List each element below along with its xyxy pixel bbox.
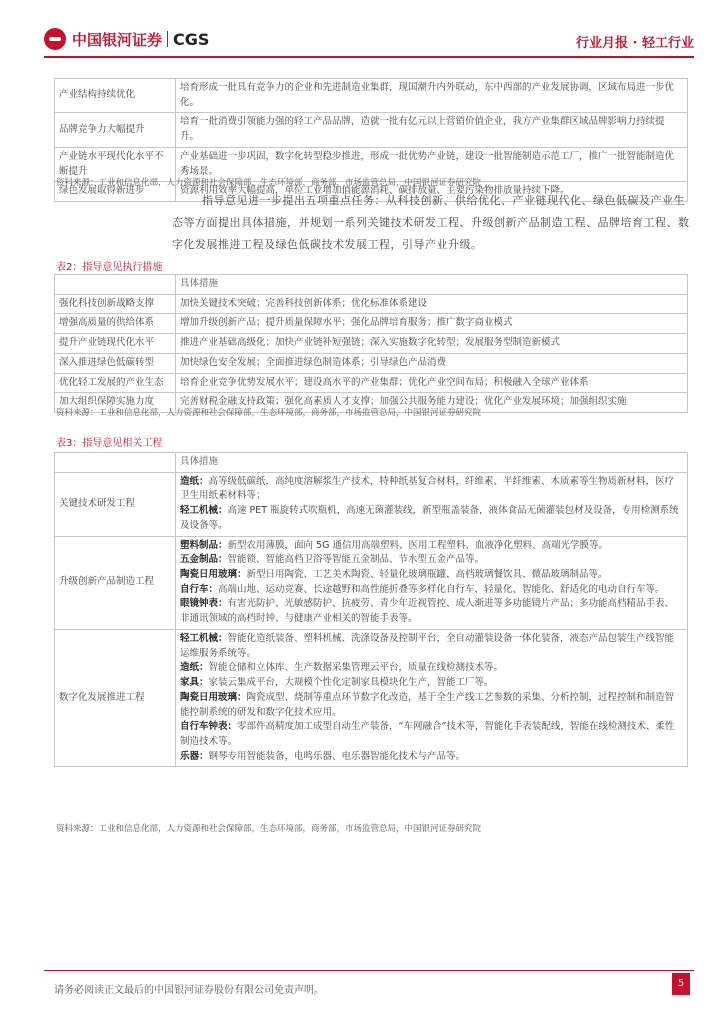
table-row xyxy=(55,334,688,354)
row-label: 深入推进绿色低碳转型 xyxy=(55,353,176,373)
row-label: 加大组织保障实施力度 xyxy=(55,393,176,413)
table-row xyxy=(55,472,688,536)
table-1-source: 资料来源：工业和信息化部，人力资源和社会保障部，生态环境部，商务部，市场监管总局，中国银河证券研究院 xyxy=(56,178,482,188)
measure-text: 零部件高精度加工成型自动生产装备，“车网融合”技术等，智能化手表装配线，智能在线检测技术、柔性制造技术等。 xyxy=(180,721,675,747)
table-3-header: 具体措施 xyxy=(176,453,688,473)
row-content: 加快关键技术突破；完善科技创新体系；优化标准体系建设 xyxy=(176,294,688,314)
measure-keyword: 塑料制品： xyxy=(180,539,228,551)
row-label: 产业结构持续优化 xyxy=(55,79,176,113)
row-label: 品牌竞争力大幅提升 xyxy=(55,113,176,147)
table-2-source: 资料来源：工业和信息化部，人力资源和社会保障部，生态环境部，商务部，市场监管总局，中国银河证券研究院 xyxy=(56,408,482,418)
row-label: 升级创新产品制造工程 xyxy=(55,536,176,629)
measure-text: 新型农用薄膜，面向 5G 通信用高端塑料、医用工程塑料、血液净化塑料、高端光学膜等。 xyxy=(227,539,608,551)
logo-cn-text: 中国银河证券 xyxy=(72,30,163,49)
measure-text: 智能化造纸装备、塑料机械、洗涤设备及控制平台，全自动灌装设备一体化装备，液态产品包装生产线智能运维服务系统等。 xyxy=(180,632,675,659)
table-3-source: 资料来源：工业和信息化部，人力资源和社会保障部，生态环境部，商务部，市场监管总局，中国银河证券研究院 xyxy=(56,824,482,834)
row-label: 绿色发展取得新进步 xyxy=(55,182,176,202)
table-3-header-row xyxy=(55,453,688,473)
measure-text: 陶瓷成型、烧制等重点环节数字化改造，基于全生产线工艺参数的采集、分析控制，过程控制和制造智能控制系统的研发和数字化技术应用。 xyxy=(180,691,675,718)
measure-text: 智能锁、智能高档卫浴等智能五金制品、节水型五金产品等。 xyxy=(227,554,485,566)
measure-item xyxy=(180,475,683,504)
header-rule xyxy=(44,56,694,58)
page-header xyxy=(0,0,724,64)
row-content: 增加升级创新产品；提升质量保障水平；强化品牌培育服务；推广数字商业模式 xyxy=(176,314,688,334)
table-3-caption: 表3：指导意见相关工程 xyxy=(56,438,163,449)
measure-item xyxy=(180,720,683,749)
body-paragraph: 指导意见进一步提出五项重点任务：从科技创新、供给优化、产业链现代化、绿色低碳及产业生态等方面提出具体措施，并规划一系列关键技术研发工程、升级创新产品制造工程、品牌培育工程、数字化发展推进工程及绿色低碳技术发展工程，引导产业升级。 xyxy=(172,194,690,251)
measure-item xyxy=(180,504,683,533)
measure-keyword: 眼镜钟表： xyxy=(180,598,228,610)
measure-item xyxy=(180,539,683,554)
measure-item xyxy=(180,597,683,626)
table-row xyxy=(55,113,688,147)
page-number: 5 xyxy=(672,973,690,995)
footer-disclaimer: 请务必阅读正文最后的中国银河证券股份有限公司免责声明。 xyxy=(54,985,324,996)
cgs-logo xyxy=(44,28,209,50)
row-label: 提升产业链现代化水平 xyxy=(55,334,176,354)
logo-en-text: CGS xyxy=(173,29,210,49)
row-content xyxy=(176,629,688,766)
row-content: 完善财税金融支持政策；强化高素质人才支撑；加强公共服务能力建设；优化产业发展环境；加强组织实施 xyxy=(176,393,688,413)
measure-keyword: 乐器： xyxy=(180,750,209,762)
measure-item xyxy=(180,553,683,568)
row-content xyxy=(176,472,688,536)
measure-keyword: 自行车： xyxy=(180,583,219,595)
table-row xyxy=(55,314,688,334)
measure-keyword: 自行车钟表： xyxy=(180,721,238,733)
page-footer xyxy=(44,970,694,999)
table-row xyxy=(55,353,688,373)
table-2-header-blank xyxy=(55,275,176,295)
measure-text: 家装云集成平台，大规模个性化定制家具模块化生产，智能工厂等。 xyxy=(208,677,494,689)
measure-item xyxy=(180,568,683,583)
measure-item xyxy=(180,676,683,691)
row-content: 培育形成一批具有竞争力的企业和先进制造业集群，现国潮升内外联动，东中西部的产业发展协调，区域布局进一步优化。 xyxy=(176,79,688,113)
table-3-header-blank xyxy=(55,453,176,473)
measure-item xyxy=(180,691,683,720)
row-label: 强化科技创新战略支撑 xyxy=(55,294,176,314)
row-content: 培育一批消费引领能力强的轻工产品品牌，造就一批有亿元以上营销价值企业，我方产业集群区域品牌影响力持续提升。 xyxy=(176,113,688,147)
measure-keyword: 五金制品： xyxy=(180,554,228,566)
row-content: 培育企业竞争优势发展水平；建设高水平的产业集群；优化产业空间布局；积极融入全球产业体系 xyxy=(176,373,688,393)
report-type: 行业月报 · 轻工行业 xyxy=(576,36,694,51)
measure-keyword: 陶瓷日用玻璃： xyxy=(180,691,247,703)
measure-text: 高速 PET 瓶旋转式吹瓶机，高速无菌灌装线，新型瓶盖装备，液体食品无菌灌装包材及设备，专用检测系统及设备等。 xyxy=(180,505,679,531)
table-2-header: 具体措施 xyxy=(176,275,688,295)
table-row xyxy=(55,629,688,766)
row-label: 优化轻工发展的产业生态 xyxy=(55,373,176,393)
row-content: 资源利用效率大幅提高，单位工业增加值能源消耗、碳排放量、主要污染物排放量持续下降。 xyxy=(176,182,688,202)
table-row xyxy=(55,536,688,629)
measure-keyword: 陶瓷日用玻璃： xyxy=(180,569,247,581)
measure-text: 高等级低碳纸，高纯度溶解浆生产技术，特种纸基复合材料，纤维素、半纤维素、木质素等生物质新材料，医疗卫生用纸素材料等； xyxy=(180,475,675,502)
logo-divider xyxy=(167,31,168,47)
cgs-logo-icon xyxy=(44,28,66,50)
measure-item xyxy=(180,750,683,765)
row-label: 数字化发展推进工程 xyxy=(55,629,176,766)
measure-item xyxy=(180,583,683,598)
row-content: 加快绿色安全发展；全面推进绿色制造体系；引导绿色产品消费 xyxy=(176,353,688,373)
row-label: 增强高质量的供给体系 xyxy=(55,314,176,334)
table-row xyxy=(55,79,688,113)
measure-text: 新型日用陶瓷、工艺美术陶瓷、轻量化玻璃瓶罐、高档玻璃餐饮具、微晶玻璃制品等。 xyxy=(246,569,608,581)
measure-text: 钢琴专用智能装备，电鸣乐器、电乐器智能化技术与产品等。 xyxy=(208,750,466,762)
table-2 xyxy=(54,274,688,413)
row-content: 产业基础进一步巩固，数字化转型稳步推进，形成一批优势产业链，建设一批智能制造示范工厂，推广一批智能制造优秀场景。 xyxy=(176,147,688,181)
measure-text: 智能仓储和立体库、生产数据采集管理云平台，质量在线检测技术等。 xyxy=(208,662,504,674)
table-row xyxy=(55,294,688,314)
measure-keyword: 轻工机械： xyxy=(180,632,228,644)
row-content: 推进产业基础高级化；加快产业链补短强链；深入实施数字化转型；发展服务型制造新模式 xyxy=(176,334,688,354)
row-content xyxy=(176,536,688,629)
table-3 xyxy=(54,452,688,767)
measure-keyword: 轻工机械： xyxy=(180,505,228,517)
measure-item xyxy=(180,632,683,661)
measure-keyword: 造纸： xyxy=(180,475,209,487)
measure-keyword: 家具： xyxy=(180,677,209,689)
table-2-header-row xyxy=(55,275,688,295)
table-row xyxy=(55,373,688,393)
row-label: 产业链水平现代化水平不断提升 xyxy=(55,147,176,181)
table-2-caption: 表2：指导意见执行措施 xyxy=(56,262,163,273)
measure-text: 高端山地、运动竞赛、长途越野和高性能折叠等多样化自行车，轻量化、智能化、舒适化的电动自行车等。 xyxy=(218,583,665,595)
measure-keyword: 造纸： xyxy=(180,662,209,674)
row-label: 关键技术研发工程 xyxy=(55,472,176,536)
measure-text: 有害光防护、光敏感防护、抗疲劳、青少年近视管控、成人渐进等多功能镜片产品；多功能高档精品手表、非通讯领域的高档时钟、与健康产业相关的智能手表等。 xyxy=(180,598,675,625)
measure-item xyxy=(180,661,683,676)
